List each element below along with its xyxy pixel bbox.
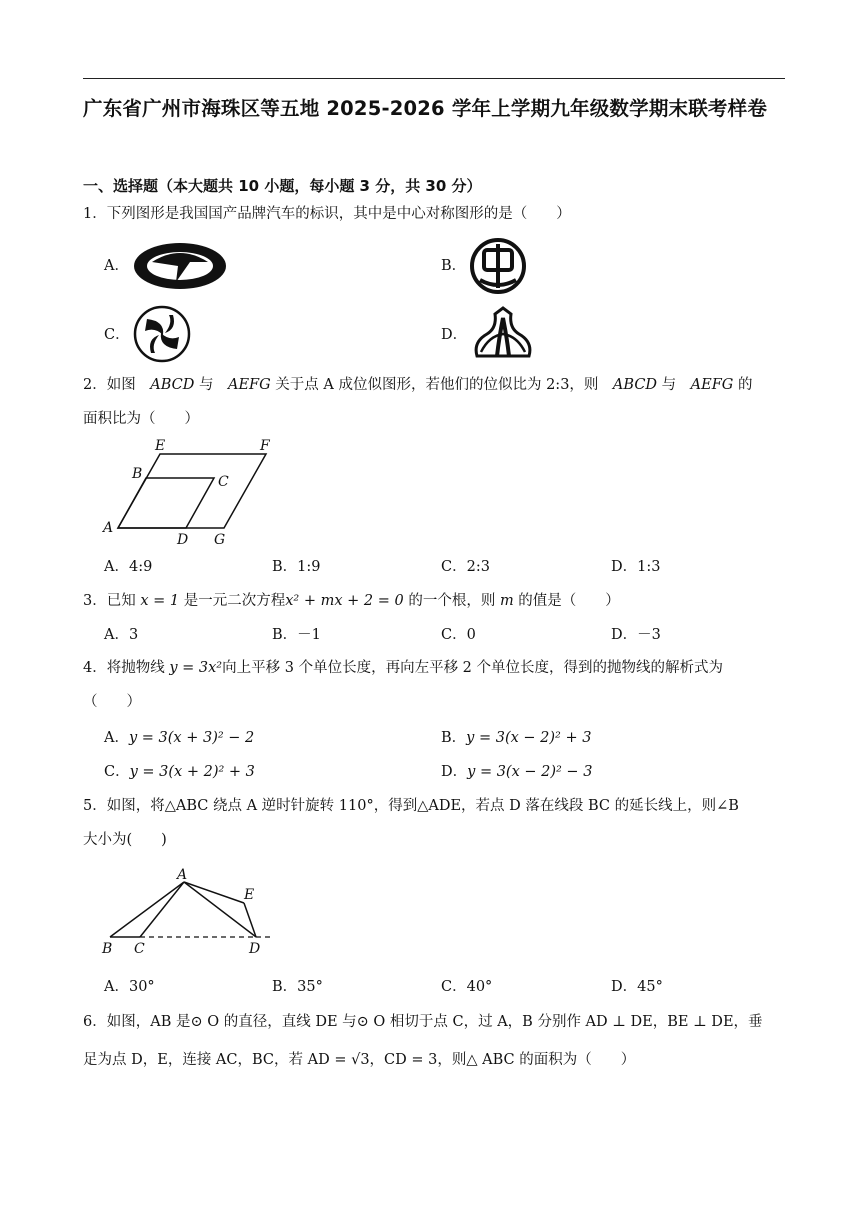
car-logo-b-icon (470, 236, 528, 298)
q1-option-d-label: D． (441, 327, 468, 343)
q4-stem-line2: （ ） (83, 694, 141, 710)
q2-option-c: C．2:3 (441, 559, 490, 575)
q5-option-c: C．40° (441, 979, 493, 995)
car-logo-a-icon (132, 240, 230, 294)
q2-option-a: A．4:9 (104, 559, 153, 575)
q4-option-d: D．y = 3(x − 2)² − 3 (441, 764, 593, 780)
q5-option-d: D．45° (611, 979, 663, 995)
q5-option-a: A．30° (104, 979, 155, 995)
q1-option-c-label: C． (104, 327, 130, 343)
q4-stem-line1: 4．将抛物线 y = 3x²向上平移 3 个单位长度，再向左平移 2 个单位长度，得到的抛物线的解析式为 (83, 660, 724, 676)
q5-figure (100, 865, 285, 960)
q3-option-a: A．3 (104, 627, 139, 643)
q5-label-c: C (134, 941, 145, 957)
q2-option-b: B．1:9 (272, 559, 321, 575)
q1-option-a-label: A． (104, 258, 129, 274)
car-logo-c-icon (133, 305, 191, 363)
q3-option-b: B．－1 (272, 627, 321, 643)
q6-stem-line1: 6．如图，AB 是⊙ O 的直径，直线 DE 与⊙ O 相切于点 C，过 A，B 分别作 AD ⊥ DE，BE ⊥ DE，垂 (83, 1014, 763, 1030)
q4-option-c: C．y = 3(x + 2)² + 3 (104, 764, 255, 780)
q5-label-b: B (102, 941, 113, 957)
q2-label-a: A (103, 520, 114, 536)
q2-stem-line2: 面积比为（ ） (83, 411, 199, 427)
q2-label-e: E (155, 438, 166, 454)
q2-stem-line1: 2．如图 ABCD 与 AEFG 关于点 A 成位似图形，若他们的位似比为 2:3，则 ABCD 与 AEFG 的 (83, 377, 753, 393)
q2-option-d: D．1:3 (611, 559, 661, 575)
q1-stem: 1．下列图形是我国国产品牌汽车的标识，其中是中心对称图形的是（ ） (83, 206, 571, 222)
q2-label-b: B (132, 466, 143, 482)
q1-option-b-label: B． (441, 258, 467, 274)
q3-stem: 3．已知 x = 1 是一元二次方程x² + mx + 2 = 0 的一个根，则 m 的值是（ ） (83, 593, 620, 609)
q5-label-a: A (177, 867, 188, 883)
q3-option-c: C．0 (441, 627, 476, 643)
q2-label-f: F (260, 438, 270, 454)
header-rule (83, 78, 785, 79)
q5-stem-line1: 5．如图，将△ABC 绕点 A 逆时针旋转 110°，得到△ADE，若点 D 落在线段 BC 的延长线上，则∠B (83, 798, 739, 814)
q3-option-d: D．－3 (611, 627, 661, 643)
q5-stem-line2: 大小为( ) (83, 832, 167, 848)
q5-label-d: D (249, 941, 261, 957)
q6-stem-line2: 足为点 D，E，连接 AC，BC，若 AD = √3，CD = 3，则△ ABC 的面积为（ ） (83, 1052, 636, 1068)
q2-label-g: G (214, 532, 226, 548)
q2-label-d: D (177, 532, 189, 548)
q5-label-e: E (244, 887, 255, 903)
q5-option-b: B．35° (272, 979, 323, 995)
q2-figure (100, 434, 290, 549)
page-title: 广东省广州市海珠区等五地 2025-2026 学年上学期九年级数学期末联考样卷 (83, 97, 768, 120)
section-heading: 一、选择题（本大题共 10 小题，每小题 3 分，共 30 分） (83, 177, 482, 195)
parallelogram-abcd (118, 478, 214, 528)
q4-option-a: A．y = 3(x + 3)² − 2 (104, 730, 255, 746)
car-logo-d-icon (467, 306, 541, 362)
q4-option-b: B．y = 3(x − 2)² + 3 (441, 730, 592, 746)
q2-label-c: C (218, 474, 229, 490)
